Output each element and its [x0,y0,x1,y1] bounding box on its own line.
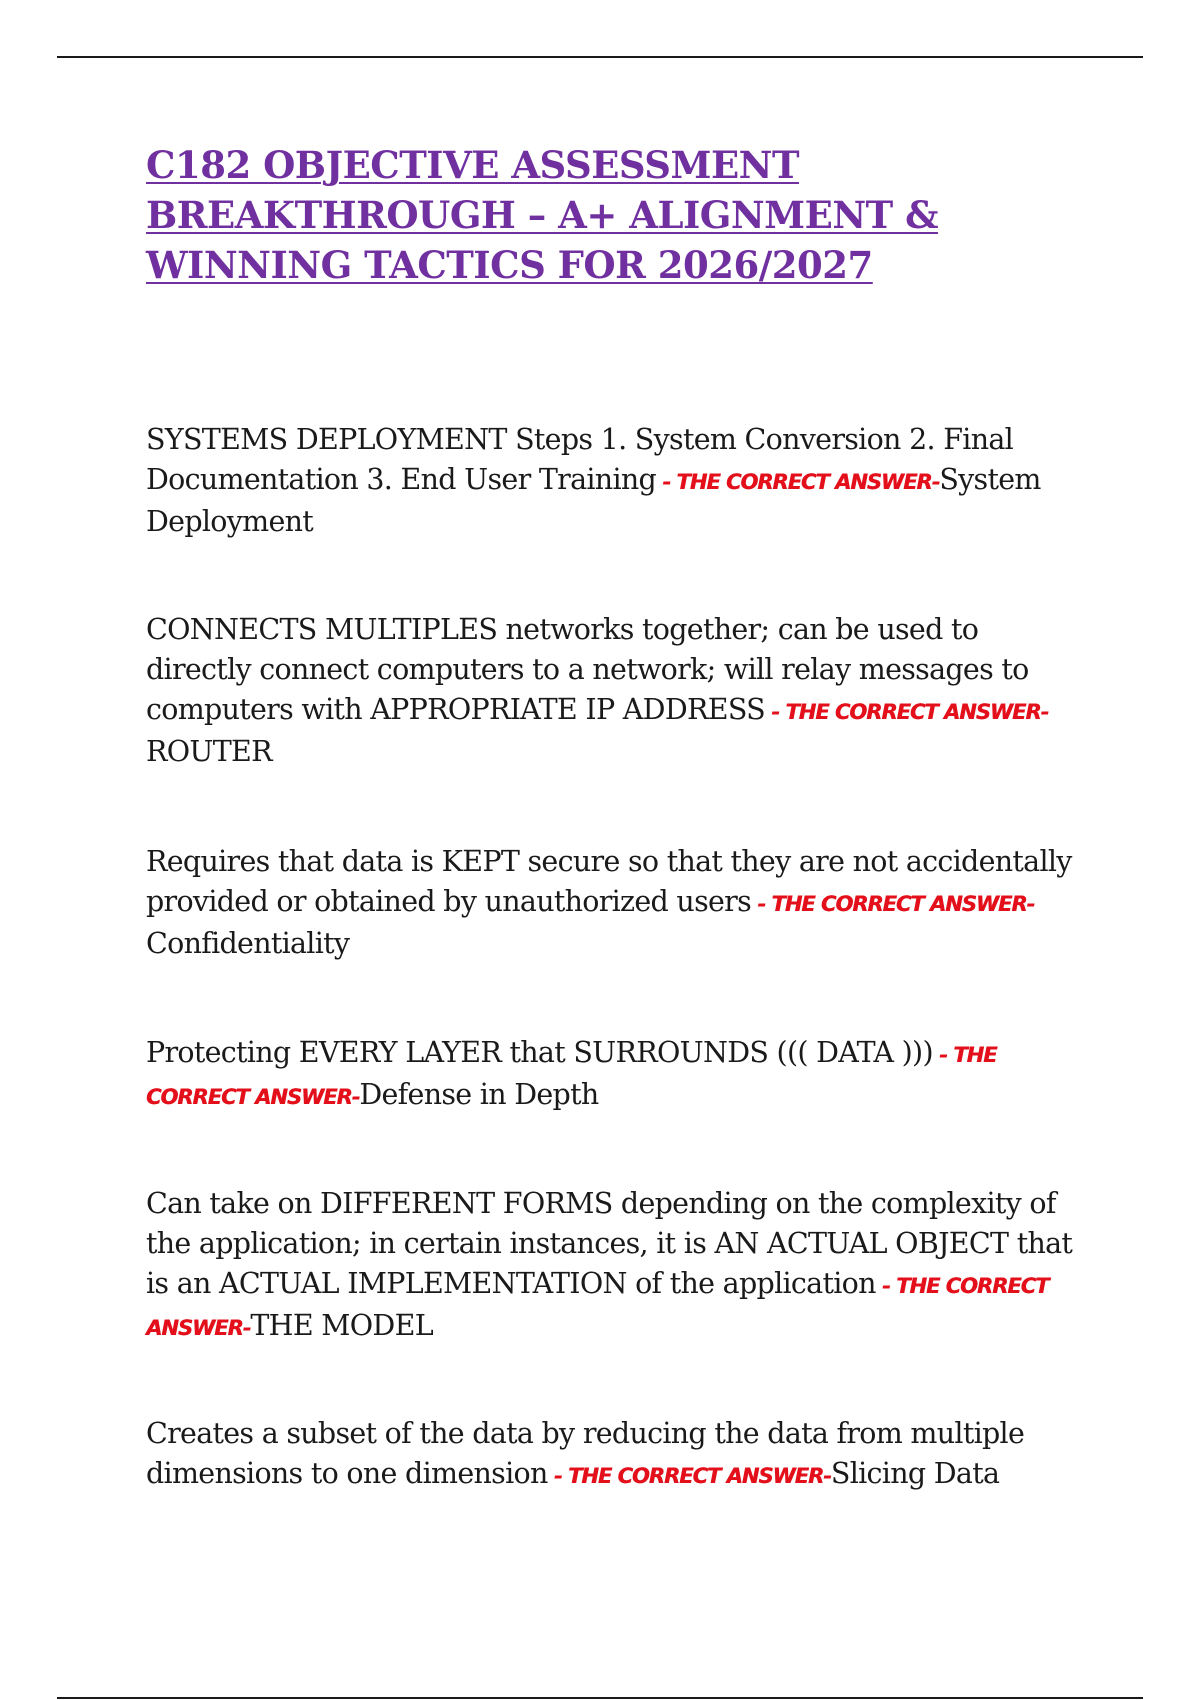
question-text: Creates a subset of the data by reducing the data from multiple dimensions to one dimension [146,1417,1025,1490]
answer-marker: - THE CORRECT ANSWER- [656,470,940,494]
answer-text: Slicing Data [830,1457,1000,1490]
answer-marker: - THE CORRECT ANSWER- [547,1464,831,1488]
answer-marker: - THE CORRECT ANSWER- [146,1043,997,1109]
bottom-rule [57,1697,1143,1699]
top-rule [57,56,1143,58]
answer-text: ROUTER [146,735,272,768]
answer-marker: - THE CORRECT ANSWER- [751,892,1035,916]
question-text: CONNECTS MULTIPLES networks together; can be used to directly connect computers to a network; will relay messages to computers with APPROPRIATE IP ADDRESS [146,613,1029,726]
answer-text: Defense in Depth [359,1078,599,1111]
answer-marker: - THE CORRECT ANSWER- [764,700,1049,724]
qa-item [146,420,1086,542]
question-text: Requires that data is KEPT secure so that they are not accidentally provided or obtained by unauthorized users [146,845,1072,918]
qa-item [146,842,1086,964]
answer-marker: - THE CORRECT ANSWER- [146,1274,1049,1340]
question-text: Can take on DIFFERENT FORMS depending on the complexity of the application; in certain instances, it is AN ACTUAL OBJECT that is an ACTUAL IMPLEMENTATION of the application [146,1187,1073,1300]
question-text: SYSTEMS DEPLOYMENT Steps 1. System Conversion 2. Final Documentation 3. End User Training [146,423,1014,496]
answer-text: Confidentiality [146,927,350,960]
qa-item [146,1033,1086,1117]
qa-item [146,610,1086,772]
question-text: Protecting EVERY LAYER that SURROUNDS ((( DATA ))) [146,1036,933,1069]
qa-item [146,1184,1086,1348]
qa-item [146,1414,1086,1496]
answer-text: System Deployment [146,463,1041,538]
document-title: C182 OBJECTIVE ASSESSMENT BREAKTHROUGH – A+ ALIGNMENT & WINNING TACTICS FOR 2026/2027 [146,143,938,287]
answer-text: THE MODEL [250,1309,433,1342]
